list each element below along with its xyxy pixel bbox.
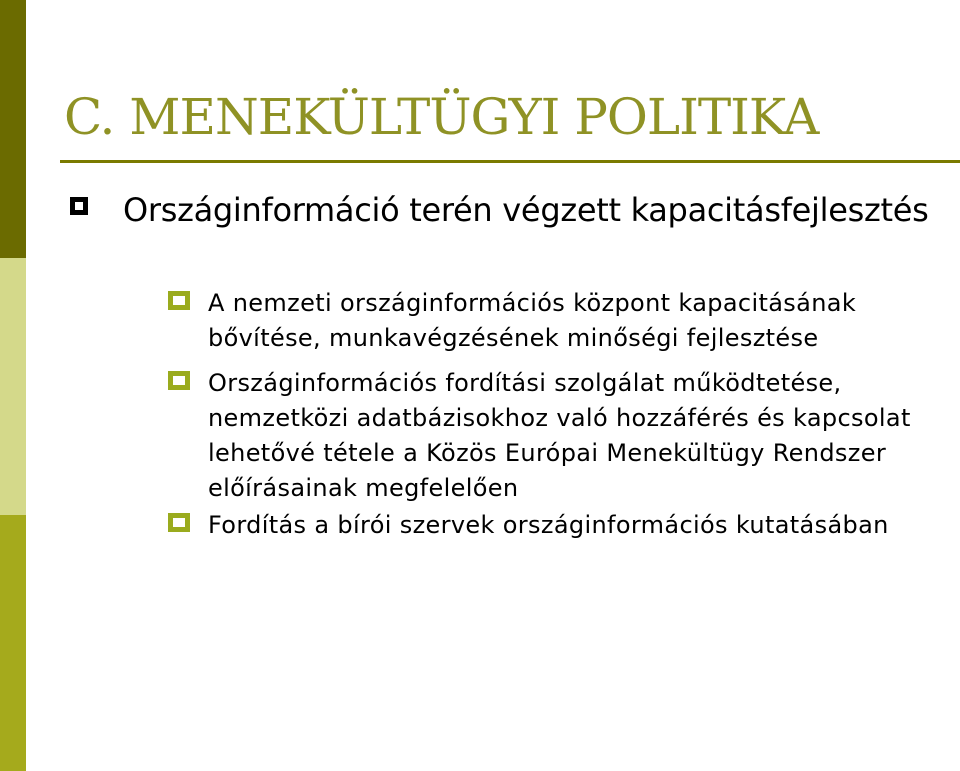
sidebar-accent-bar — [0, 0, 26, 771]
sub-bullet-item — [164, 286, 954, 356]
square-bullet-icon — [168, 371, 190, 390]
sidebar-segment-dark — [0, 0, 26, 258]
sub-bullet-text: Országinformációs fordítási szolgálat működtetése, nemzetközi adatbázisokhoz való hozzáférés és kapcsolat lehetővé tétele a Közös Európai Menekültügy Rendszer előírásainak megfelelően — [208, 369, 911, 502]
title-underline — [60, 160, 960, 163]
sub-bullet-item — [164, 508, 954, 543]
sub-bullet-text: Fordítás a bírói szervek országinformációs kutatásában — [208, 511, 889, 539]
square-bullet-icon — [70, 197, 88, 215]
sub-bullet-text: A nemzeti országinformációs központ kapacitásának bővítése, munkavégzésének minőségi fejlesztése — [208, 289, 857, 352]
sub-bullet-item — [164, 366, 954, 506]
slide-title: C. MENEKÜLTÜGYI POLITIKA — [64, 88, 819, 146]
square-bullet-icon — [168, 513, 190, 532]
sidebar-segment-light — [0, 258, 26, 515]
level1-bullet-item — [70, 190, 930, 230]
sidebar-segment-olive — [0, 515, 26, 771]
square-bullet-icon — [168, 291, 190, 310]
level1-bullet-text: Országinformáció terén végzett kapacitásfejlesztés — [123, 191, 929, 229]
